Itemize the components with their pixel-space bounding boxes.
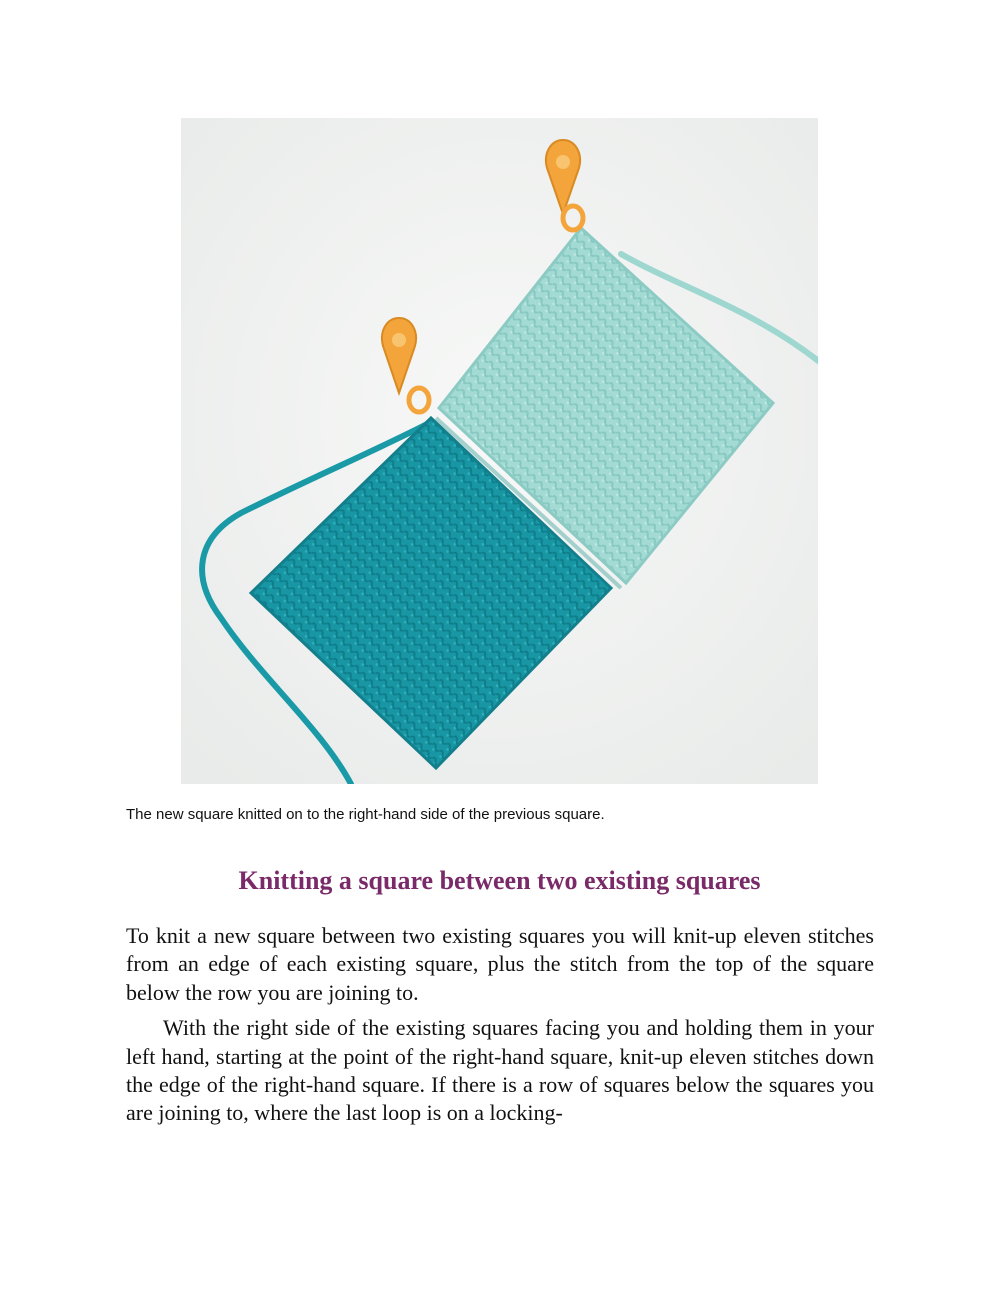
paragraph: To knit a new square between two existing squares you will knit-up eleven stitches from an edge of each existing square, plus the stitch from the top of the square below the row you are joining to. — [126, 923, 874, 1005]
section-heading: Knitting a square between two existing squares — [238, 866, 761, 895]
knitted-squares-illustration — [181, 118, 818, 784]
knitting-photo — [181, 118, 818, 784]
body-text — [126, 922, 874, 1135]
figure-caption: The new square knitted on to the right-hand side of the previous square. — [126, 806, 605, 823]
paragraph: With the right side of the existing squares facing you and holding them in your left hand, starting at the point of the right-hand square, knit-up eleven stitches down the edge of the right-hand square. If there is a row of squares below the squares you are joining to, where the last loop is on a locking- — [126, 1015, 874, 1126]
